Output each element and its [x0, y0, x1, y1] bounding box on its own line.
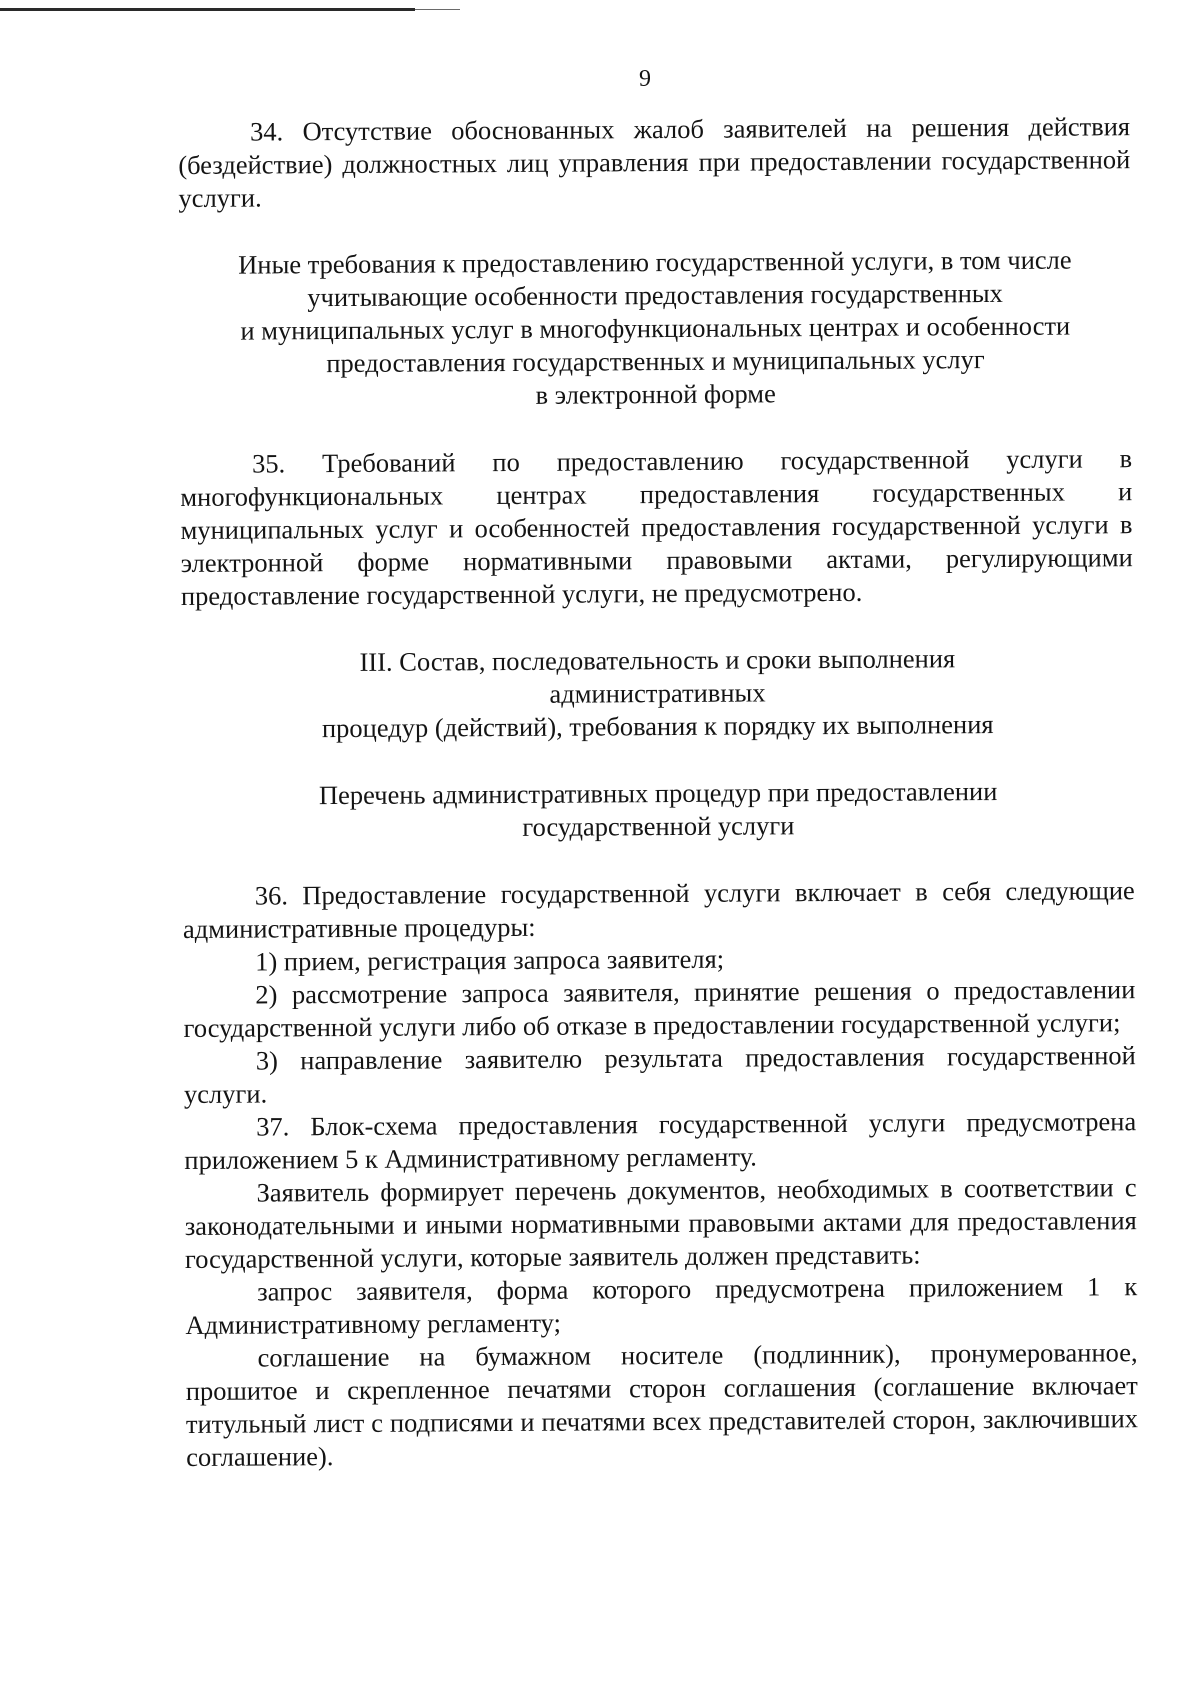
paragraph: 36. Предоставление государственной услуги включает в себя следующие административные процедуры: [182, 875, 1135, 944]
heading-line: процедур (действий), требования к порядку их выполнения [321, 709, 994, 744]
paragraph: 1) прием, регистрация запроса заявителя; [255, 943, 725, 977]
spacer [181, 607, 1133, 647]
spacer [180, 408, 1132, 448]
spacer [179, 209, 1131, 249]
heading-line: в электронной форме [535, 378, 776, 410]
paragraph: 37. Блок-схема предоставления государственной услуги предусмотрена приложением 5 к Административному регламенту. [184, 1106, 1137, 1175]
paragraph: запрос заявителя, форма которого предусмотрена приложением 1 к Административному регламенту; [185, 1271, 1138, 1340]
paragraph: 35. Требований по предоставлению государственной услуги в многофункциональных центрах предоставления государственных и муниципальных услуг и особенностей предоставления государственной услуги в электронной форме нормативными правовыми актами, регулирующими предоставление государственной услуги, не предусмотрено. [180, 443, 1133, 611]
section-heading [179, 243, 1132, 414]
heading-line: государственной услуги [522, 810, 795, 842]
scan-edge-line-thin [415, 9, 460, 10]
paragraph: 3) направление заявителю результата предоставления государственной услуги. [183, 1040, 1136, 1109]
heading-line: предоставления государственных и муниципальных услуг [326, 344, 985, 379]
section-heading [181, 641, 1134, 746]
paragraph: 2) рассмотрение запроса заявителя, принятие решения о предоставлении государственной услуги либо об отказе в предоставлении государственной услуги; [183, 974, 1136, 1043]
spacer [182, 740, 1134, 780]
heading-line: учитывающие особенности предоставления государственных [307, 277, 1003, 313]
paragraph: 34. Отсутствие обоснованных жалоб заявителей на решения действия (бездействие) должностных лиц управления при предоставлении государственной услуги. [178, 111, 1131, 213]
section-heading [182, 774, 1134, 846]
heading-line: Перечень административных процедур при предоставлении [318, 776, 998, 811]
heading-line: Иные требования к предоставлению государственной услуги, в том числе [238, 244, 1072, 280]
scan-edge-line [0, 8, 415, 11]
heading-line: административных [549, 677, 766, 709]
document-body [178, 110, 1138, 1474]
heading-line: и муниципальных услуг в многофункциональных центрах и особенности [240, 310, 1071, 346]
paragraph: Заявитель формирует перечень документов, необходимых в соответствии с законодательными и иными нормативными правовыми актами для предоставления государственной услуги, которые заявитель должен представить: [184, 1172, 1137, 1274]
page-number: 9 [639, 66, 651, 92]
spacer [182, 840, 1134, 880]
heading-line: III. Состав, последовательность и сроки выполнения [359, 643, 956, 677]
paragraph: соглашение на бумажном носителе (подлинник), пронумерованное, прошитое и скрепленное печатями сторон соглашения (соглашение включает титульный лист с подписями и печатями всех представителей сторон, заключивших соглашение). [185, 1337, 1139, 1472]
